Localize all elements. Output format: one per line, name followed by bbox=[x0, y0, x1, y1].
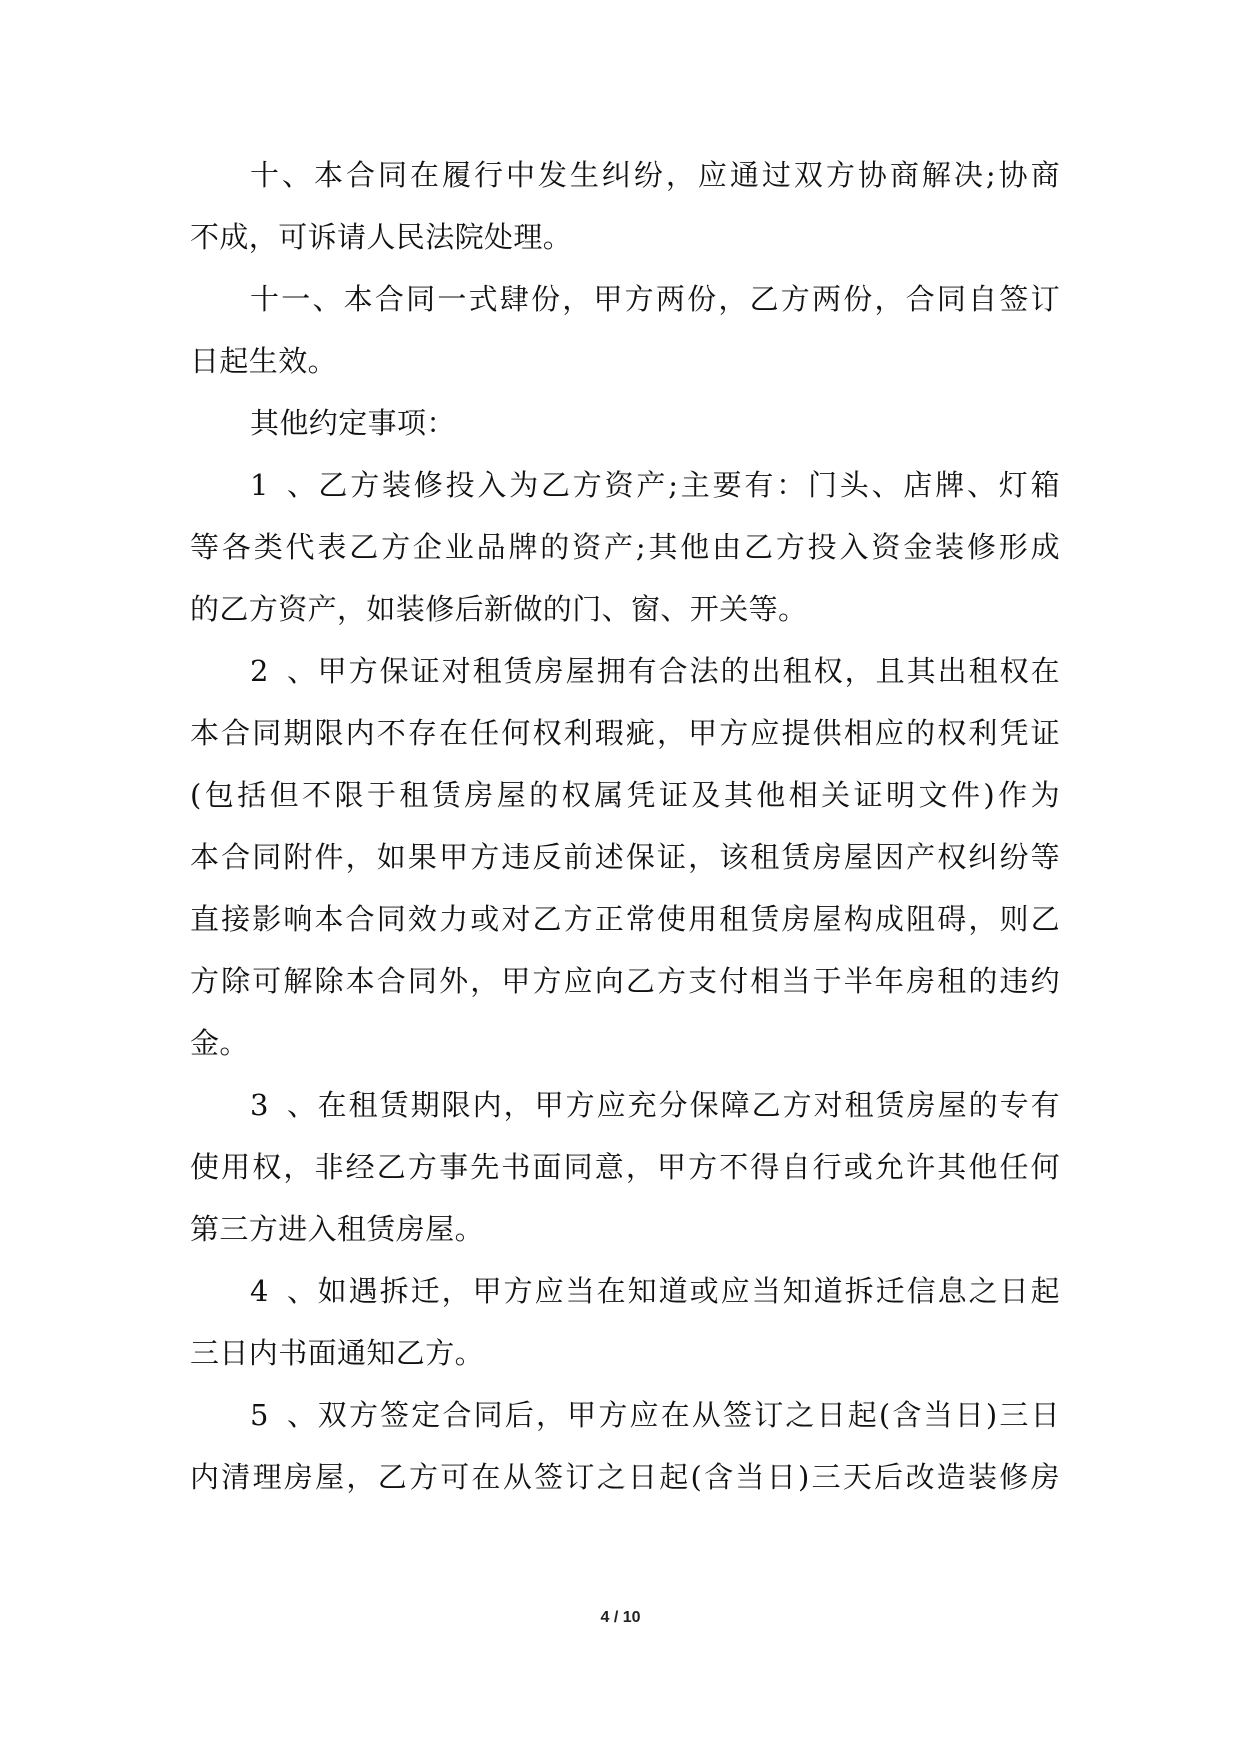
list-item-3-line bbox=[250, 1085, 1060, 1125]
paragraph-line: 直接影响本合同效力或对乙方正常使用租赁房屋构成阻碍，则乙 bbox=[190, 902, 1060, 936]
page-number: 4 / 10 bbox=[600, 1609, 641, 1626]
paragraph-line: 三日内书面通知乙方。 bbox=[190, 1336, 485, 1370]
paragraph-text: 双方签定合同后，甲方应在从签订之日起(含当日)三日 bbox=[316, 1398, 1060, 1432]
item-number: 2、 bbox=[250, 654, 316, 688]
paragraph-text: 在租赁期限内，甲方应充分保障乙方对租赁房屋的专有 bbox=[316, 1088, 1060, 1122]
paragraph-line: 不成，可诉请人民法院处理。 bbox=[190, 220, 573, 254]
list-item-4-line bbox=[250, 1271, 1060, 1311]
paragraph-line: 本合同附件，如果甲方违反前述保证，该租赁房屋因产权纠纷等 bbox=[190, 840, 1060, 874]
paragraph-line: 等各类代表乙方企业品牌的资产;其他由乙方投入资金装修形成 bbox=[190, 530, 1060, 564]
paragraph-line: 使用权，非经乙方事先书面同意，甲方不得自行或允许其他任何 bbox=[190, 1150, 1060, 1184]
paragraph-text: 甲方保证对租赁房屋拥有合法的出租权，且其出租权在 bbox=[316, 654, 1060, 688]
paragraph-line: 第三方进入租赁房屋。 bbox=[190, 1212, 485, 1246]
item-number: 1、 bbox=[250, 468, 316, 502]
paragraph-text: 乙方装修投入为乙方资产;主要有：门头、店牌、灯箱 bbox=[316, 468, 1060, 502]
list-item-1-line bbox=[250, 465, 1060, 505]
list-item-5-line bbox=[250, 1395, 1060, 1435]
section-heading: 其他约定事项： bbox=[250, 406, 456, 440]
item-number: 3、 bbox=[250, 1088, 316, 1122]
paragraph-line: 内清理房屋，乙方可在从签订之日起(含当日)三天后改造装修房 bbox=[190, 1460, 1060, 1494]
paragraph-line: 十、本合同在履行中发生纠纷，应通过双方协商解决;协商 bbox=[250, 158, 1060, 192]
list-item-2-line bbox=[250, 651, 1060, 691]
paragraph-line: 方除可解除本合同外，甲方应向乙方支付相当于半年房租的违约 bbox=[190, 964, 1060, 998]
paragraph-line: 金。 bbox=[190, 1026, 249, 1060]
paragraph-line: 日起生效。 bbox=[190, 344, 338, 378]
paragraph-line: 的乙方资产，如装修后新做的门、窗、开关等。 bbox=[190, 592, 808, 626]
paragraph-text: 如遇拆迁，甲方应当在知道或应当知道拆迁信息之日起 bbox=[316, 1274, 1060, 1308]
item-number: 4、 bbox=[250, 1274, 316, 1308]
item-number: 5、 bbox=[250, 1398, 316, 1432]
paragraph-line: 本合同期限内不存在任何权利瑕疵，甲方应提供相应的权利凭证 bbox=[190, 716, 1060, 750]
paragraph-line: 十一、本合同一式肆份，甲方两份，乙方两份，合同自签订 bbox=[250, 282, 1060, 316]
paragraph-line: (包括但不限于租赁房屋的权属凭证及其他相关证明文件)作为 bbox=[190, 778, 1060, 812]
